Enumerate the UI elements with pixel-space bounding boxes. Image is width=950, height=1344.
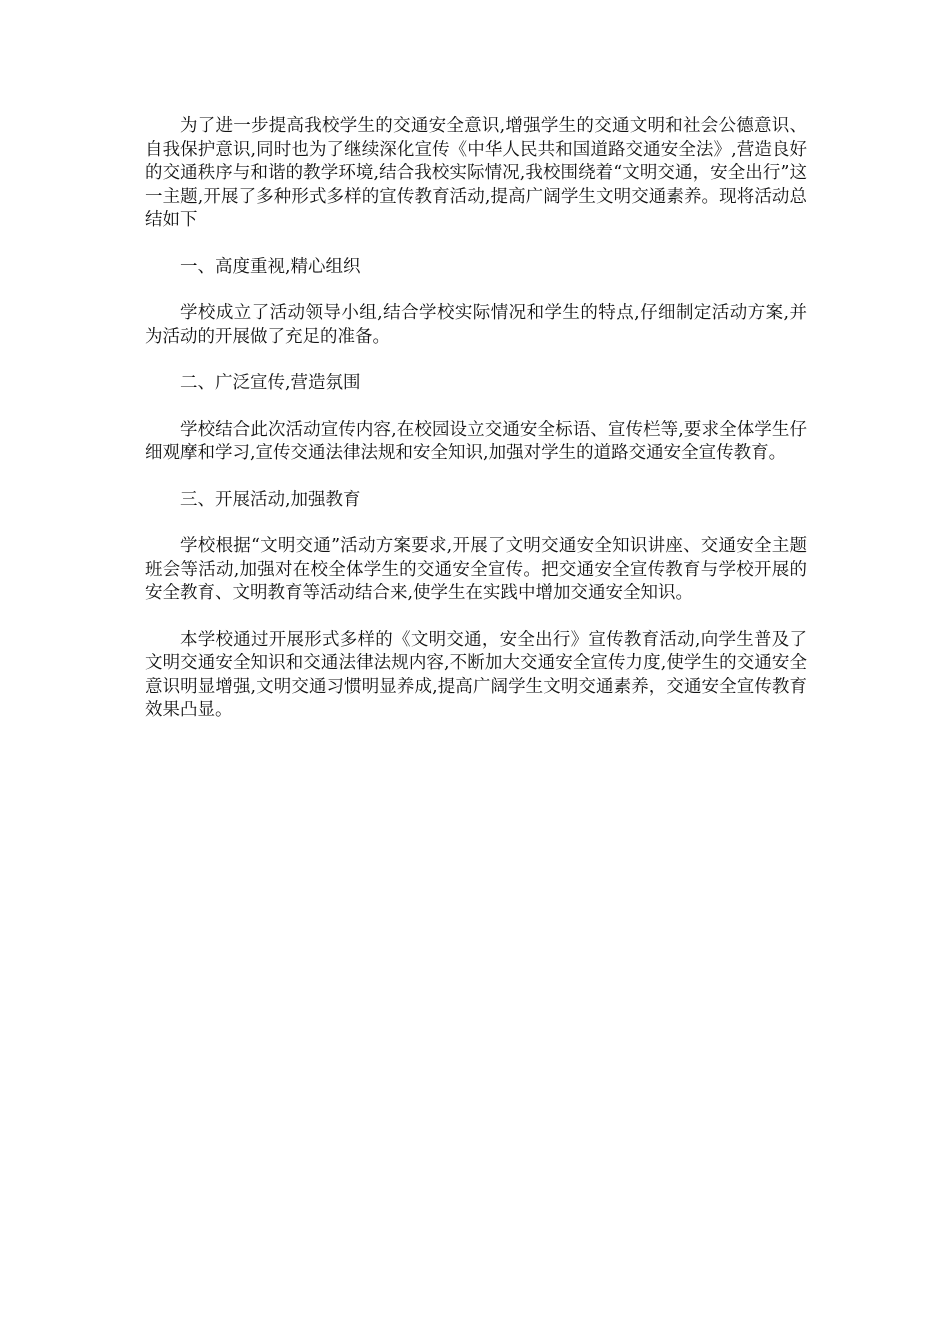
intro-paragraph: 为了进一步提高我校学生的交通安全意识,增强学生的交通文明和社会公德意识、自我保护意识,同时也为了继续深化宣传《中华人民共和国道路交通安全法》,营造良好的交通秩序与和谐的教学环境,结合我校实际情况,我校围绕着“文明交通，安全出行”这一主题,开展了多种形式多样的宣传教育活动,提高广阔学生文明交通素养。现将活动总结如下	[145, 116, 807, 230]
conclusion-paragraph: 本学校通过开展形式多样的《文明交通，安全出行》宣传教育活动,向学生普及了文明交通安全知识和交通法律法规内容,不断加大交通安全宣传力度,使学生的交通安全意识明显增强,文明交通习惯明显养成,提高广阔学生文明交通素养，交通安全宣传教育效果凸显。	[145, 629, 807, 720]
section-2-paragraph: 学校结合此次活动宣传内容,在校园设立交通安全标语、宣传栏等,要求全体学生仔细观摩和学习,宣传交通法律法规和安全知识,加强对学生的道路交通安全宣传教育。	[145, 419, 807, 463]
section-3-heading: 三、开展活动,加强教育	[180, 489, 361, 510]
section-3-paragraph: 学校根据“文明交通”活动方案要求,开展了文明交通安全知识讲座、交通安全主题班会等活动,加强对在校全体学生的交通安全宣传。把交通安全宣传教育与学校开展的安全教育、文明教育等活动结合来,使学生在实践中增加交通安全知识。	[145, 536, 807, 603]
section-2-heading: 二、广泛宣传,营造氛围	[180, 373, 361, 393]
document-body	[145, 115, 807, 746]
section-1-paragraph: 学校成立了活动领导小组,结合学校实际情况和学生的特点,仔细制定活动方案,并为活动的开展做了充足的准备。	[145, 303, 807, 347]
section-1-heading: 一、高度重视,精心组织	[180, 256, 361, 277]
